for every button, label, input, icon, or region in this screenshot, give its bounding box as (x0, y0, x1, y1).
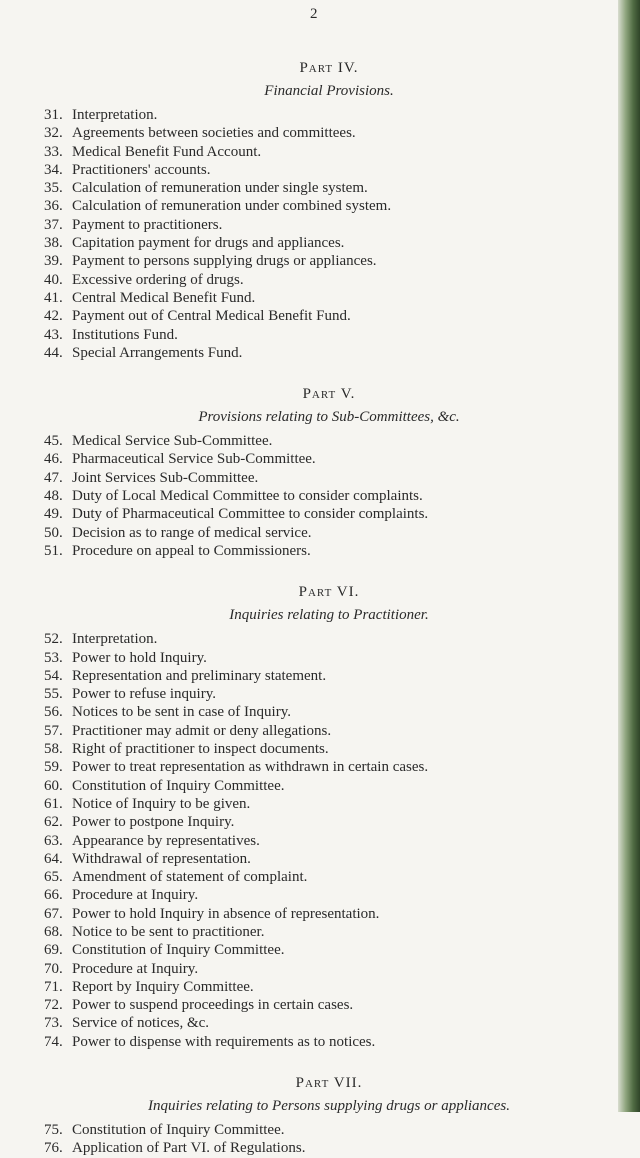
entry-number: 38. (44, 235, 63, 252)
entry-title: Capitation payment for drugs and appliances. (72, 235, 345, 252)
entry-number: 61. (44, 795, 63, 812)
entry-number: 62. (44, 814, 63, 831)
list-item (44, 106, 614, 124)
entry-number: 31. (44, 107, 63, 123)
entry-number: 49. (44, 506, 63, 523)
entry-number: 43. (44, 326, 63, 343)
entry-title: Calculation of remuneration under combined system. (72, 198, 392, 215)
entry-title: Interpretation. (72, 631, 158, 648)
list-item (44, 923, 614, 941)
list-item (44, 487, 614, 505)
part-section (44, 60, 614, 362)
entry-title: Agreements between societies and committees. (72, 125, 356, 142)
entry-title: Payment to persons supplying drugs or appliances. (72, 253, 377, 270)
entry-number: 66. (44, 887, 63, 904)
entry-title: Practitioner may admit or deny allegations. (72, 722, 332, 739)
entry-number: 56. (44, 704, 63, 721)
entry-number: 70. (44, 960, 63, 977)
list-item (44, 469, 614, 487)
entry-list (44, 106, 614, 362)
list-item (44, 685, 614, 703)
entry-title: Central Medical Benefit Fund. (72, 289, 256, 306)
entry-number: 47. (44, 469, 63, 486)
list-item (44, 630, 614, 648)
list-item (44, 326, 614, 344)
entry-title: Decision as to range of medical service. (72, 524, 312, 541)
list-item (44, 1139, 614, 1157)
entry-number: 48. (44, 488, 63, 505)
entry-title: Procedure at Inquiry. (72, 887, 199, 904)
list-item (44, 649, 614, 667)
list-item (44, 978, 614, 996)
entry-title: Procedure at Inquiry. (72, 960, 199, 977)
list-item (44, 124, 614, 142)
list-item (44, 450, 614, 468)
entry-number: 68. (44, 923, 63, 940)
entry-title: Medical Service Sub-Committee. (72, 433, 273, 450)
entry-number: 67. (44, 905, 63, 922)
list-item (44, 505, 614, 523)
entry-number: 32. (44, 125, 63, 142)
entry-title: Constitution of Inquiry Committee. (72, 1122, 285, 1139)
list-item (44, 1033, 614, 1051)
list-item (44, 252, 614, 270)
entry-number: 40. (44, 271, 63, 288)
list-item (44, 234, 614, 252)
entry-number: 42. (44, 308, 63, 325)
entry-title: Interpretation. (72, 107, 158, 123)
page-number: 2 (310, 6, 318, 22)
list-item (44, 813, 614, 831)
entry-number: 75. (44, 1122, 63, 1139)
entry-title: Appearance by representatives. (72, 832, 260, 849)
list-item (44, 777, 614, 795)
entry-title: Joint Services Sub-Committee. (72, 469, 259, 486)
entry-number: 46. (44, 451, 63, 468)
entry-list (44, 1121, 614, 1158)
entry-number: 63. (44, 832, 63, 849)
entry-number: 69. (44, 942, 63, 959)
list-item (44, 667, 614, 685)
part-section (44, 584, 614, 1051)
entry-number: 53. (44, 649, 63, 666)
list-item (44, 941, 614, 959)
entry-title: Representation and preliminary statement. (72, 667, 327, 684)
part-subtitle: Financial Provisions. (264, 83, 394, 99)
list-item (44, 524, 614, 542)
entry-number: 44. (44, 344, 63, 361)
part-heading: Part V. (302, 386, 356, 403)
list-item (44, 703, 614, 721)
entry-number: 73. (44, 1015, 63, 1032)
list-item (44, 905, 614, 923)
list-item (44, 1121, 614, 1139)
page-binding-edge (618, 0, 640, 1112)
list-item (44, 143, 614, 161)
entry-title: Procedure on appeal to Commissioners. (72, 542, 311, 559)
list-item (44, 886, 614, 904)
entry-title: Right of practitioner to inspect documents. (72, 741, 329, 758)
entry-number: 51. (44, 542, 63, 559)
list-item (44, 740, 614, 758)
list-item (44, 289, 614, 307)
entry-number: 59. (44, 759, 63, 776)
entry-number: 33. (44, 143, 63, 160)
entry-title: Power to treat representation as withdrawn in certain cases. (72, 759, 429, 776)
list-item (44, 832, 614, 850)
entry-title: Power to refuse inquiry. (72, 686, 216, 703)
entry-number: 60. (44, 777, 63, 794)
entry-number: 71. (44, 978, 63, 995)
entry-title: Notices to be sent in case of Inquiry. (72, 704, 291, 721)
entry-number: 64. (44, 850, 63, 867)
entry-title: Excessive ordering of drugs. (72, 271, 244, 288)
entry-title: Power to postpone Inquiry. (72, 814, 235, 831)
list-item (44, 179, 614, 197)
part-subtitle: Inquiries relating to Persons supplying drugs or appliances. (148, 1098, 510, 1115)
entry-title: Institutions Fund. (72, 326, 178, 343)
entry-title: Service of notices, &c. (72, 1015, 210, 1032)
entry-title: Power to hold Inquiry in absence of representation. (72, 905, 380, 922)
list-item (44, 216, 614, 234)
part-section (44, 386, 614, 560)
list-item (44, 868, 614, 886)
entry-title: Payment out of Central Medical Benefit Fund. (72, 308, 351, 325)
part-subtitle: Provisions relating to Sub-Committees, &c. (198, 409, 460, 426)
entry-title: Practitioners' accounts. (72, 161, 211, 178)
entry-number: 65. (44, 869, 63, 886)
entry-list (44, 630, 614, 1051)
list-item (44, 795, 614, 813)
entry-title: Report by Inquiry Committee. (72, 978, 254, 995)
entry-number: 76. (44, 1140, 63, 1157)
entry-title: Notice to be sent to practitioner. (72, 923, 265, 940)
entry-title: Special Arrangements Fund. (72, 344, 243, 361)
list-item (44, 722, 614, 740)
entry-number: 45. (44, 433, 63, 450)
entry-number: 39. (44, 253, 63, 270)
part-heading: Part VI. (298, 584, 360, 601)
list-item (44, 307, 614, 325)
entry-number: 57. (44, 722, 63, 739)
entry-number: 58. (44, 741, 63, 758)
entry-title: Calculation of remuneration under single system. (72, 180, 368, 197)
entry-title: Notice of Inquiry to be given. (72, 795, 251, 812)
list-item (44, 996, 614, 1014)
entry-number: 55. (44, 686, 63, 703)
entry-title: Duty of Pharmaceutical Committee to consider complaints. (72, 506, 429, 523)
entry-title: Constitution of Inquiry Committee. (72, 942, 285, 959)
part-subtitle: Inquiries relating to Practitioner. (229, 607, 429, 624)
entry-number: 36. (44, 198, 63, 215)
list-item (44, 1014, 614, 1032)
list-item (44, 850, 614, 868)
entry-title: Withdrawal of representation. (72, 850, 251, 867)
entry-title: Pharmaceutical Service Sub-Committee. (72, 451, 316, 468)
list-item (44, 271, 614, 289)
entry-number: 35. (44, 180, 63, 197)
list-item (44, 344, 614, 362)
entry-title: Application of Part VI. of Regulations. (72, 1140, 306, 1157)
table-of-contents (44, 60, 614, 1158)
list-item (44, 161, 614, 179)
list-item (44, 542, 614, 560)
part-heading: Part IV. (299, 60, 359, 76)
entry-title: Power to hold Inquiry. (72, 649, 207, 666)
entry-title: Payment to practitioners. (72, 216, 223, 233)
entry-title: Duty of Local Medical Committee to consider complaints. (72, 488, 423, 505)
part-section (44, 1075, 614, 1158)
list-item (44, 960, 614, 978)
list-item (44, 758, 614, 776)
entry-title: Medical Benefit Fund Account. (72, 143, 262, 160)
entry-number: 52. (44, 631, 63, 648)
list-item (44, 432, 614, 450)
entry-number: 50. (44, 524, 63, 541)
entry-number: 74. (44, 1033, 63, 1050)
entry-number: 72. (44, 997, 63, 1014)
entry-number: 54. (44, 667, 63, 684)
list-item (44, 197, 614, 215)
entry-list (44, 432, 614, 560)
entry-title: Amendment of statement of complaint. (72, 869, 308, 886)
entry-title: Power to suspend proceedings in certain cases. (72, 997, 354, 1014)
entry-title: Constitution of Inquiry Committee. (72, 777, 285, 794)
entry-number: 34. (44, 161, 63, 178)
entry-title: Power to dispense with requirements as to notices. (72, 1033, 376, 1050)
entry-number: 41. (44, 289, 63, 306)
entry-number: 37. (44, 216, 63, 233)
part-heading: Part VII. (295, 1075, 363, 1092)
